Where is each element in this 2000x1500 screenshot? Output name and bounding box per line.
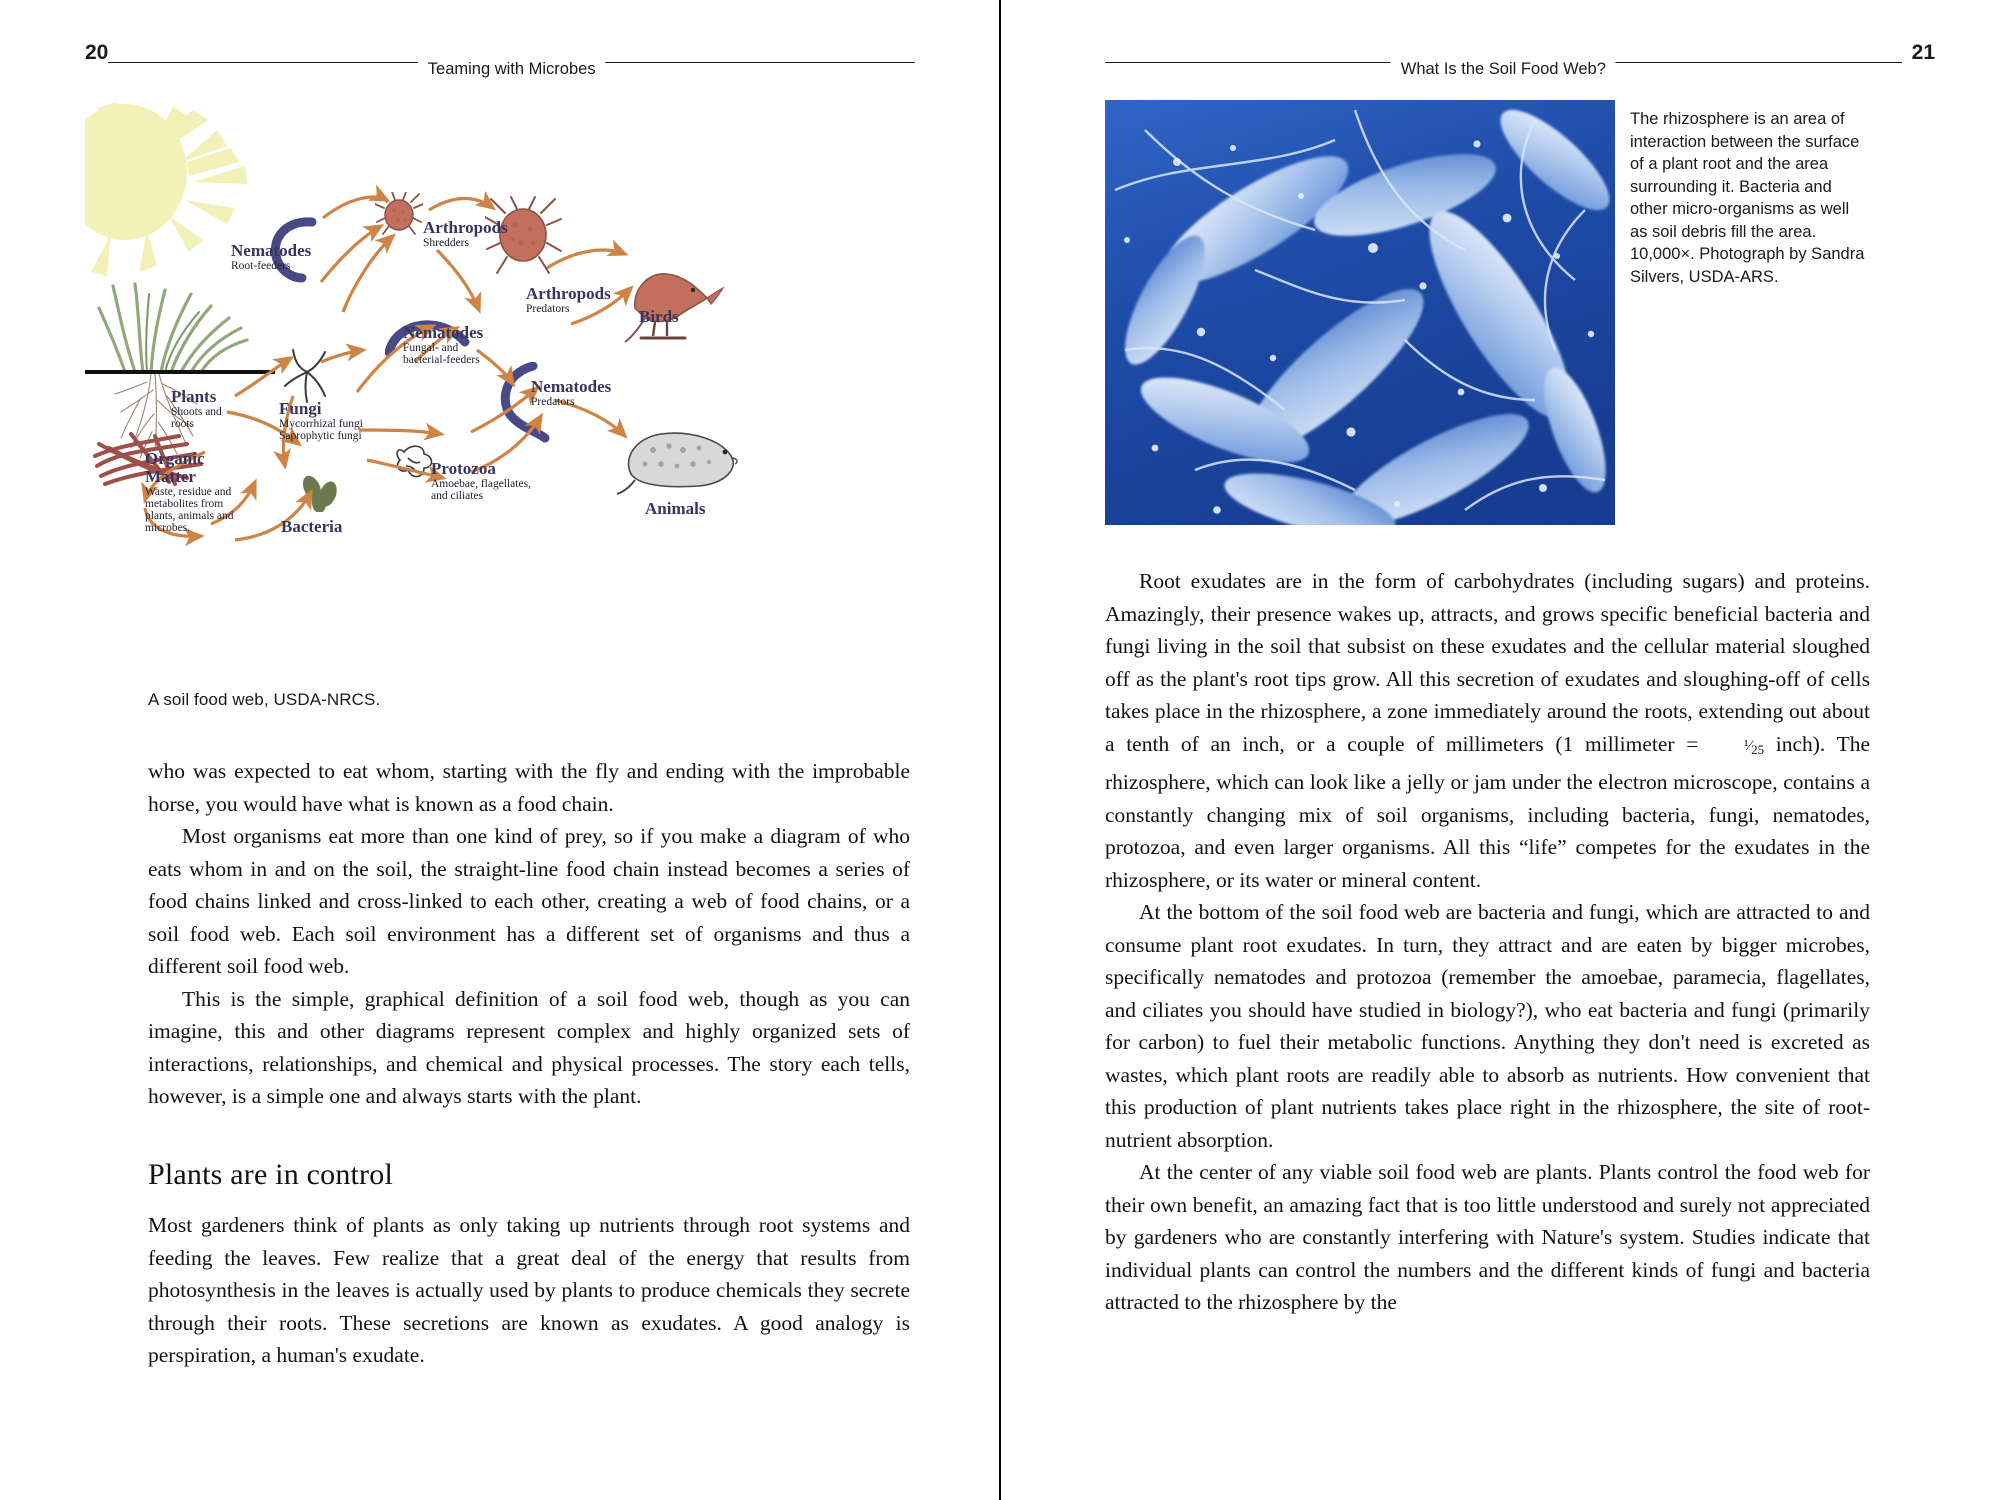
bacteria-graphic xyxy=(298,472,346,512)
right-header-rule xyxy=(1105,60,1902,78)
label-sub: Predators xyxy=(531,395,575,408)
left-page-body xyxy=(148,755,910,1372)
right-paragraph-3: At the center of any viable soil food web are plants. Plants control the food web for their own benefit, an amazing fact that is too little understood and surely not appreciated by gardeners who are constantly interfering with Nature's system. Studies indicate that individual plants can control the numbers and the different kinds of fungi and bacteria attracted to the rhizosphere by the xyxy=(1105,1160,1870,1315)
label-title: Animals xyxy=(645,499,706,518)
right-paragraph-1-text: Root exudates are in the form of carbohydrates (including sugars) and proteins. Amazingly, their presence wakes up, attracts, and grows specific beneficial bacteria and fungi living in the soil that subsist on these exudates and the cellular material sloughed off as the plant's root tips grow. All this secretion of exudates and sloughing-off of cells takes place in the rhizosphere, a zone immediately around the roots, extending out about a tenth of an inch, or a couple of millimeters (1 millimeter = $^1⁄_{25}$ inch). The rhizosphere, which can look like a jelly or jam under the electron microscope, contains a constantly changing mix of soil organisms, including bacteria, fungi, nematodes, protozoa, and even larger organisms. All this “life” competes for the exudates in the rhizosphere, or its water or mineral content. xyxy=(1105,569,1870,892)
label-arthropods-predators xyxy=(526,285,611,315)
label-title: Bacteria xyxy=(281,517,343,536)
label-title: Fungi xyxy=(279,399,322,418)
label-nematodes-predators xyxy=(531,378,611,408)
micrograph-image xyxy=(1105,100,1615,525)
animal-graphic xyxy=(613,422,743,500)
label-sub3: plants, animals and xyxy=(145,509,234,522)
label-title2: Matter xyxy=(145,466,196,486)
label-sub2: roots xyxy=(171,417,194,430)
right-running-head-title: What Is the Soil Food Web? xyxy=(1391,60,1616,78)
label-title: Arthropods xyxy=(526,284,611,303)
label-fungi xyxy=(279,400,363,442)
label-sub2: Saprophytic fungi xyxy=(279,429,362,442)
label-plants xyxy=(171,388,222,430)
soil-food-web-figure xyxy=(85,100,915,660)
arthropod-shredder-graphic xyxy=(375,192,423,240)
label-sub: Mycorrhizal fungi xyxy=(279,417,363,430)
right-page-body xyxy=(1105,565,1870,1319)
micrograph-caption: The rhizosphere is an area of interaction between the surface of a plant root and the area surrounding it. Bacteria and other micro-organisms as well as soil debris fill the area. 10,000×. Photograph by Sandra Silvers, USDA-ARS. xyxy=(1630,110,1865,286)
label-sub: Shoots and xyxy=(171,405,222,418)
label-sub: Fungal- and xyxy=(403,341,459,354)
label-organic-matter xyxy=(145,450,233,534)
label-birds xyxy=(639,308,679,326)
label-title: Birds xyxy=(639,307,679,326)
label-title: Nematodes xyxy=(531,377,612,396)
label-sub2: bacterial-feeders xyxy=(403,353,480,366)
left-paragraph-3: This is the simple, graphical definition of a soil food web, though as you can imagine, this and other diagrams represent complex and highly organized sets of interactions, relationships, and chemical and physical processes. The story each tells, however, is a simple one and always starts with the plant. xyxy=(148,986,910,1108)
fungi-icon xyxy=(281,348,333,404)
label-bacteria xyxy=(281,518,342,536)
left-paragraph-2: Most organisms eat more than one kind of prey, so if you make a diagram of who eats whom in and on the soil, the straight-line food chain instead becomes a series of food chains linked and cross-linked to each other, creating a web of food chains, or a soil food web. Each soil environment has a different set of organisms and thus a different soil food web. xyxy=(148,824,910,978)
label-title: Nematodes xyxy=(231,241,312,260)
left-paragraph-1: who was expected to eat whom, starting with the fly and ending with the improbable horse, you would have what is known as a food chain. xyxy=(148,759,910,816)
label-sub: Root-feeders xyxy=(231,259,291,272)
label-title: Organic xyxy=(145,449,205,468)
fraction-one-twentyfifth: $^1⁄_{25}$ xyxy=(1744,737,1765,757)
right-running-head xyxy=(1105,41,1935,78)
label-sub: Shredders xyxy=(423,236,469,249)
label-nematodes-root-feeders xyxy=(231,242,311,272)
label-nematodes-fungal-bacterial xyxy=(403,324,483,366)
left-running-head-title: Teaming with Microbes xyxy=(418,60,606,78)
label-animals xyxy=(645,500,705,518)
label-sub: Waste, residue and xyxy=(145,485,232,498)
label-title: Protozoa xyxy=(431,459,496,478)
label-title: Nematodes xyxy=(403,323,484,342)
section-heading-plants-are-in-control: Plants are in control xyxy=(148,1157,393,1191)
label-sub2: and ciliates xyxy=(431,489,484,502)
rhizosphere-micrograph xyxy=(1105,100,1615,525)
left-running-head xyxy=(85,41,915,78)
right-page-folio: 21 xyxy=(1911,41,1935,64)
figure-caption-left: A soil food web, USDA-NRCS. xyxy=(148,690,381,709)
label-title: Plants xyxy=(171,387,217,406)
animal-mole-icon xyxy=(613,422,743,500)
label-sub: Amoebae, flagellates, xyxy=(431,477,531,490)
label-sub4: microbes. xyxy=(145,521,191,534)
left-section-paragraph-1: Most gardeners think of plants as only taking up nutrients through root systems and feeding the leaves. Few realize that a great deal of the energy that results from photosynthesis in the leaves is actually used by plants to produce chemicals they secrete through their roots. These secretions are known as exudates. A good analogy is perspiration, a human's exudate. xyxy=(148,1213,910,1367)
left-page-folio: 20 xyxy=(85,41,109,64)
label-sub2: metabolites from xyxy=(145,497,224,510)
fungi-graphic xyxy=(281,348,333,404)
right-paragraph-1 xyxy=(1105,565,1870,896)
label-title: Arthropods xyxy=(423,218,508,237)
arthropod-shredder-icon xyxy=(375,192,423,240)
label-arthropods-shredders xyxy=(423,219,508,249)
bacteria-icon xyxy=(298,472,346,512)
label-sub: Predators xyxy=(526,302,570,315)
right-paragraph-2: At the bottom of the soil food web are bacteria and fungi, which are attracted to and consume plant root exudates. In turn, they attract and are eaten by bigger microbes, specifically nematodes and protozoa (remember the amoebae, paramecia, flagellates, and ciliates you should have studied in biology?), who eat bacteria and fungi (primarily for carbon) to fuel their metabolic functions. Anything they don't need is excreted as wastes, which plant roots are readily able to absorb as nutrients. How convenient that this production of plant nutrients takes place right in the rhizosphere, the site of root-nutrient absorption. xyxy=(1105,900,1870,1152)
label-protozoa xyxy=(431,460,531,502)
soil-surface-line xyxy=(85,370,275,374)
left-header-rule xyxy=(108,60,915,78)
